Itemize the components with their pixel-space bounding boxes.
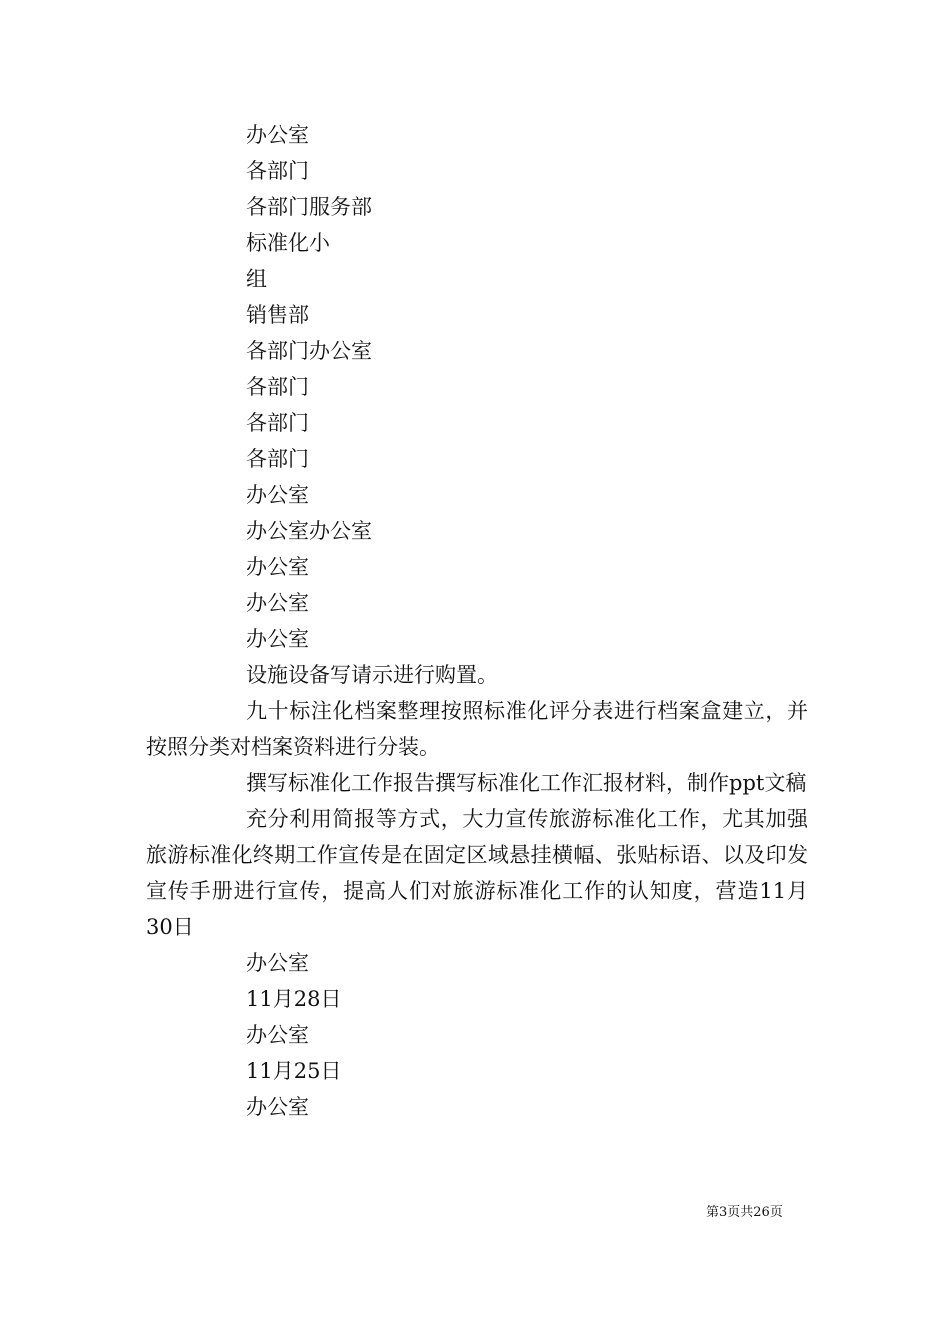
text-line: 11月28日 (246, 987, 342, 1011)
text-line: 办公室 (246, 1023, 309, 1047)
paragraph-publicity: 充分利用简报等方式，大力宣传旅游标准化工作，尤其加强旅游标准化终期工作宣传是在固定区域悬挂横幅、张贴标语、以及印发宣传手册进行宣传，提高人们对旅游标准化工作的认知度，营造11月30日 (146, 807, 808, 939)
text-line: 办公室 (246, 555, 309, 579)
paragraph-archive: 九十标注化档案整理按照标准化评分表进行档案盒建立，并按照分类对档案资料进行分装。 (146, 699, 808, 759)
text-line: 办公室 (246, 483, 309, 507)
text-line: 销售部 (246, 303, 309, 327)
text-line: 办公室办公室 (246, 519, 372, 543)
text-line: 办公室 (246, 627, 309, 651)
text-line: 各部门办公室 (246, 339, 372, 363)
text-line: 办公室 (246, 951, 309, 975)
text-line: 组 (246, 267, 267, 291)
text-line: 办公室 (246, 1095, 309, 1119)
text-line: 各部门 (246, 375, 309, 399)
page-number-footer: 第3页共26页 (706, 1205, 783, 1220)
text-line: 办公室 (246, 591, 309, 615)
text-line: 11月25日 (246, 1059, 342, 1083)
paragraph-report: 撰写标准化工作报告撰写标准化工作汇报材料，制作ppt文稿 (246, 771, 807, 795)
text-line: 各部门服务部 (246, 195, 372, 219)
text-line: 办公室 (246, 123, 309, 147)
text-line: 各部门 (246, 411, 309, 435)
document-body (146, 117, 808, 1125)
text-line: 各部门 (246, 447, 309, 471)
text-line: 标准化小 (246, 231, 330, 255)
text-line: 各部门 (246, 159, 309, 183)
text-line: 设施设备写请示进行购置。 (246, 663, 498, 687)
